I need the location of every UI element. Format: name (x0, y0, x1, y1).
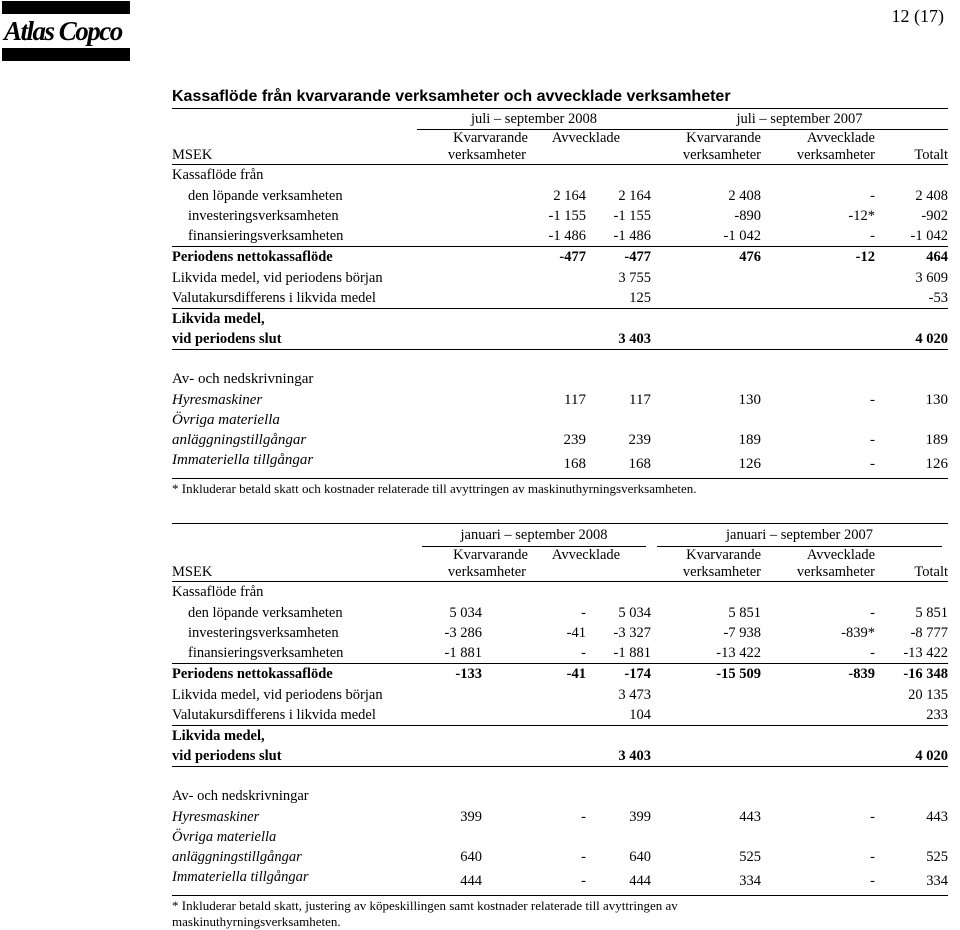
cell-totalt: 640 (629, 849, 652, 865)
atlas-copco-logo (2, 1, 130, 63)
table-row (172, 705, 948, 726)
logo-bar-bottom (2, 48, 130, 61)
col-header-kvarvarande: Kvarvarande verksamheter (651, 130, 761, 165)
cell-avvecklade: - (761, 867, 875, 896)
cell-kvarvarande: 443 (739, 809, 762, 825)
row-label: Periodens nettokassaflöde (172, 666, 333, 682)
column-header-row (172, 547, 948, 582)
cell-totalt: 168 (586, 450, 651, 479)
cell-totalt: 117 (629, 392, 651, 408)
col-header-avvecklade: Avvecklade verksamheter (761, 130, 875, 165)
table-row (172, 268, 948, 288)
col-header-totalt: Totalt (875, 547, 948, 582)
cell-totalt: -1 042 (875, 226, 948, 247)
section-label: Av- och nedskrivningar (172, 371, 314, 387)
cell-totalt: -1 155 (613, 208, 651, 224)
cell-avvecklade: - (581, 605, 586, 621)
row-label: Valutakursdifferens i likvida medel (172, 288, 417, 309)
cell-kvarvarande: -7 938 (723, 625, 762, 641)
unit-label: MSEK (172, 130, 417, 165)
period-header-row (172, 109, 948, 130)
section-row (172, 785, 948, 807)
cell-totalt: 239 (628, 432, 651, 448)
table-row (172, 206, 948, 226)
cell-totalt: 334 (875, 867, 948, 896)
cell-totalt: 2 164 (618, 188, 651, 204)
section-row (172, 368, 948, 390)
cell-kvarvarande: 126 (651, 450, 761, 479)
cell-totalt: 20 135 (908, 687, 949, 703)
row-label: finansieringsverksamheten (172, 226, 417, 247)
cell-avvecklade: -839* (841, 625, 876, 641)
cell-kvarvarande: -1 042 (651, 226, 761, 247)
table-row (172, 685, 948, 705)
cell-kvarvarande: -1 486 (417, 226, 586, 247)
cell-totalt: 5 851 (915, 605, 949, 621)
period-label: juli – september 2008 (417, 109, 651, 130)
cell-avvecklade: - (761, 450, 875, 479)
row-label: investeringsverksamheten (188, 208, 339, 224)
report-title: Kassaflöde från kvarvarande verksamheter och avvecklade verksamheter (172, 86, 948, 109)
cell-totalt: 125 (586, 288, 651, 309)
cell-avvecklade: - (870, 605, 876, 621)
col-header-kvarvarande: Kvarvarande verksamheter (651, 547, 761, 582)
cell-totalt: 3 403 (586, 746, 651, 767)
table-row (172, 390, 948, 410)
cell-kvarvarande: 5 851 (728, 605, 762, 621)
footnote: * Inkluderar betald skatt, justering av köpeskillingen samt kostnader relaterade till avyttringen av maskinuthyrningsverksamheten. (172, 898, 678, 929)
cell-totalt: 444 (586, 867, 651, 896)
cell-kvarvarande: 476 (739, 249, 761, 265)
cell-avvecklade: - (870, 188, 875, 204)
cell-totalt: 104 (586, 705, 651, 726)
logo-bar-top (2, 1, 130, 14)
cell-totalt: -477 (624, 249, 651, 265)
cell-totalt: -1 486 (586, 226, 651, 247)
cell-kvarvarande: -477 (559, 249, 586, 265)
table-row (172, 847, 948, 867)
row-label: den löpande verksamheten (188, 605, 343, 621)
cell-kvarvarande: 189 (738, 432, 761, 448)
table-row (172, 186, 948, 206)
section-label: Av- och nedskrivningar (172, 788, 309, 804)
cell-avvecklade: -12* (848, 208, 875, 224)
cell-avvecklade: - (482, 867, 586, 896)
cell-totalt: -3 327 (613, 625, 652, 641)
cell-totalt: 4 020 (875, 746, 948, 767)
footnote: * Inkluderar betald skatt och kostnader relaterade till avyttringen av maskinuthyrningsverksamheten. (172, 481, 697, 496)
cell-totalt: 399 (629, 809, 652, 825)
table-row (172, 623, 948, 643)
cell-avvecklade: - (761, 226, 875, 247)
cell-totalt: 189 (925, 432, 948, 448)
period-label: juli – september 2007 (651, 109, 948, 130)
table-row (172, 450, 948, 479)
table-row (172, 643, 948, 664)
cell-kvarvarande: 168 (417, 450, 586, 479)
table-row (172, 226, 948, 247)
cell-totalt: 126 (875, 450, 948, 479)
cell-avvecklade: -839 (848, 666, 876, 682)
col-header-avvecklade: Avvecklade (586, 130, 651, 165)
cell-kvarvarande: 525 (739, 849, 762, 865)
cell-kvarvarande: -3 286 (444, 625, 482, 641)
cell-kvarvarande: 130 (738, 392, 761, 408)
row-label: Likvida medel, (172, 311, 265, 327)
table-row-total (172, 746, 948, 767)
row-label: Valutakursdifferens i likvida medel (172, 705, 417, 726)
cashflow-table-quarter (172, 109, 948, 479)
table-row (172, 288, 948, 309)
cell-kvarvarande: 2 408 (728, 188, 761, 204)
period-label: januari – september 2007 (651, 524, 948, 548)
section-label: Kassaflöde från (172, 584, 264, 600)
cell-totalt: 3 755 (618, 270, 651, 286)
cell-totalt: 3 403 (586, 329, 651, 350)
cell-kvarvarande: -15 509 (716, 666, 762, 682)
row-label: investeringsverksamheten (188, 625, 339, 641)
col-header-kvarvarande: Kvarvarande verksamheter (417, 130, 586, 165)
table-row (172, 726, 948, 747)
table-row-total (172, 329, 948, 350)
cell-totalt: 2 408 (915, 188, 948, 204)
logo-wordmark: Atlas Copco (4, 16, 122, 46)
cell-totalt: 5 034 (618, 605, 652, 621)
cell-kvarvarande: 117 (564, 392, 586, 408)
cell-totalt: -13 422 (875, 643, 948, 664)
table-row (172, 827, 948, 847)
row-label: Likvida medel, (172, 728, 265, 744)
cell-totalt: 443 (926, 809, 949, 825)
table-row-total (172, 247, 948, 269)
report-sheet (172, 86, 948, 930)
cell-avvecklade: - (870, 809, 876, 825)
cell-totalt: -174 (624, 666, 652, 682)
cell-avvecklade: - (870, 432, 875, 448)
cell-totalt: 3 473 (618, 687, 652, 703)
row-label: Övriga materiella (172, 829, 277, 845)
cell-avvecklade: - (870, 392, 875, 408)
column-header-row (172, 130, 948, 165)
col-header-kvarvarande: Kvarvarande verksamheter (417, 547, 586, 582)
unit-label: MSEK (172, 547, 417, 582)
cell-kvarvarande: 239 (563, 432, 586, 448)
cell-avvecklade: - (870, 849, 876, 865)
col-header-totalt: Totalt (875, 130, 948, 165)
cell-kvarvarande: 444 (417, 867, 482, 896)
cell-kvarvarande: 334 (651, 867, 761, 896)
cell-totalt: 4 020 (875, 329, 948, 350)
row-label: Immateriella tillgångar (172, 867, 417, 896)
cashflow-table-ytd (172, 523, 948, 896)
row-label: vid periodens slut (172, 746, 417, 767)
col-header-avvecklade: Avvecklade (586, 547, 651, 582)
page-number: 12 (17) (891, 6, 944, 26)
cell-avvecklade: -12 (855, 249, 875, 265)
cell-avvecklade: -41 (566, 666, 586, 682)
cell-avvecklade: - (581, 849, 586, 865)
cell-avvecklade: -41 (566, 625, 586, 641)
cell-kvarvarande: -13 422 (651, 643, 761, 664)
cell-kvarvarande: 640 (460, 849, 482, 865)
row-label: Periodens nettokassaflöde (172, 249, 333, 265)
table-row (172, 603, 948, 623)
row-label: Hyresmaskiner (172, 809, 260, 825)
cell-totalt: -16 348 (903, 666, 949, 682)
table-row (172, 309, 948, 330)
row-label: Likvida medel, vid periodens början (172, 270, 383, 286)
section-row (172, 582, 948, 604)
row-label: finansieringsverksamheten (172, 643, 417, 664)
table-row (172, 867, 948, 896)
cell-totalt: 3 609 (915, 270, 948, 286)
row-label: anläggningstillgångar (172, 849, 302, 865)
cell-avvecklade: - (761, 643, 875, 664)
section-label: Kassaflöde från (172, 167, 264, 183)
cell-totalt: 233 (875, 705, 948, 726)
period-label: januari – september 2008 (417, 524, 651, 548)
cell-kvarvarande: -1 155 (548, 208, 586, 224)
cell-totalt: 130 (925, 392, 948, 408)
row-label: Övriga materiella (172, 412, 280, 428)
cell-totalt: 525 (926, 849, 949, 865)
table-row (172, 430, 948, 450)
cell-kvarvarande: -133 (455, 666, 482, 682)
table-row-total (172, 664, 948, 686)
col-header-avvecklade: Avvecklade verksamheter (761, 547, 875, 582)
section-row (172, 165, 948, 187)
row-label: vid periodens slut (172, 329, 417, 350)
row-label: Immateriella tillgångar (172, 450, 417, 479)
table-row (172, 410, 948, 430)
period-header-row (172, 524, 948, 548)
cell-kvarvarande: 399 (460, 809, 482, 825)
cell-totalt: -53 (875, 288, 948, 309)
cell-totalt: 464 (926, 249, 948, 265)
table-row (172, 807, 948, 827)
cell-kvarvarande: 5 034 (449, 605, 482, 621)
row-label: Hyresmaskiner (172, 392, 263, 408)
row-label: den löpande verksamheten (188, 188, 343, 204)
cell-kvarvarande: 2 164 (553, 188, 586, 204)
cell-totalt: -1 881 (586, 643, 651, 664)
cell-totalt: -8 777 (910, 625, 949, 641)
row-label: anläggningstillgångar (172, 432, 307, 448)
cell-kvarvarande: -890 (734, 208, 761, 224)
row-label: Likvida medel, vid periodens början (172, 687, 383, 703)
cell-kvarvarande: -1 881 (417, 643, 482, 664)
cell-avvecklade: - (482, 643, 586, 664)
cell-avvecklade: - (581, 809, 586, 825)
cell-totalt: -902 (921, 208, 948, 224)
